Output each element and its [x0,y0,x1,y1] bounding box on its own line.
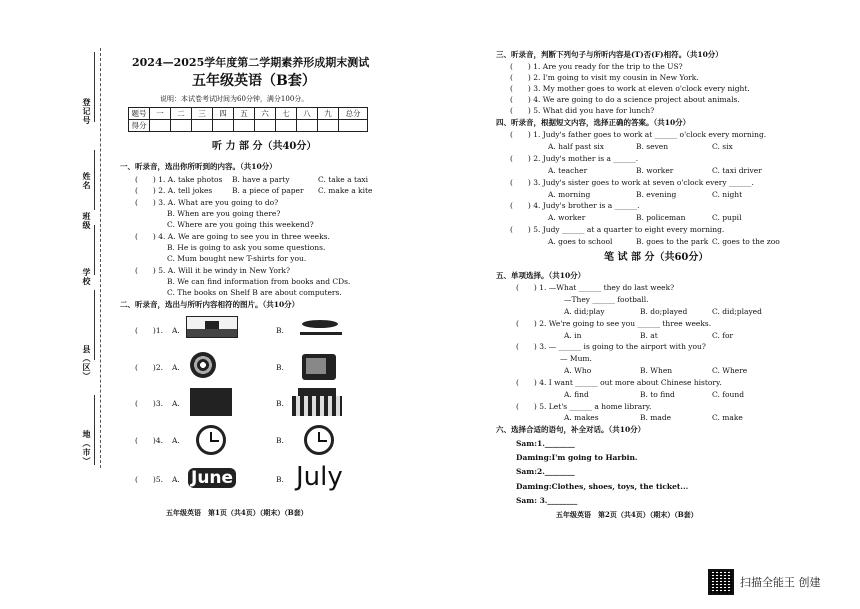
score-table [128,107,368,132]
score-input-cell[interactable] [318,120,339,132]
s5-q2-b: B. at [640,331,658,340]
june-picture: June [188,468,236,488]
s1-q2[interactable]: ( ) 2. A. tell jokes [135,186,213,195]
score-cell: 三 [192,108,213,120]
binding-line-4 [94,290,95,360]
binding-dashed-line [100,48,101,468]
s5-q5-b: B. made [640,413,672,422]
score-cell: 七 [276,108,297,120]
clock-icon [196,425,226,455]
s1-q1-c: C. take a taxi [318,175,369,184]
section4-title: 四、听录音，根据短文内容，选择正确的答案。（共10分） [496,118,691,127]
s5-q1-c: C. did;played [712,307,762,316]
s2-q2-a: A. [172,363,180,372]
exam-title: 2024—2025学年度第二学期素养形成期末测试 [132,56,370,69]
s2-q3[interactable]: ( )3. [135,399,164,408]
s5-q3-line2: — Mum. [560,354,592,363]
s4-q5-a: A. goes to school [548,237,613,246]
s4-q1-a: A. half past six [548,142,605,151]
s4-q4-b: B. policeman [636,213,686,222]
s4-q3-c: C. night [712,190,743,199]
s1-q3[interactable]: ( ) 3. A. What are you going to do? [135,198,279,207]
s5-q1-b: B. do;played [640,307,688,316]
dialog-line-1[interactable]: Sam:1.________ [516,439,575,448]
scanner-watermark: 扫描全能王 创建 [740,576,821,589]
section5-title: 五、单项选择。（共10分） [496,271,586,280]
binding-line-5 [94,395,95,465]
s5-q1-a: A. did;play [564,307,605,316]
s5-q5[interactable]: ( ) 5. Let's ______ a home library. [516,402,652,411]
s5-q2-c: C. for [712,331,734,340]
playground-picture [300,314,342,340]
score-input-cell[interactable] [255,120,276,132]
s4-q3-b: B. evening [636,190,677,199]
footer-left: 五年级英语 第1页（共4页）（期末）（B套） [166,508,308,517]
s1-q5-c: C. The books on Shelf B are about computers. [167,288,342,297]
section3-title: 三、听录音，判断下列句子与所听内容是(T)否(F)相符。（共10分） [496,50,723,59]
score-cell: 一 [150,108,171,120]
s5-q4-b: B. to find [640,390,675,399]
s1-q4-b: B. He is going to ask you some questions. [167,243,326,252]
score-cell: 题号 [129,108,150,120]
s4-q5[interactable]: ( ) 5. Judy ______ at a quarter to eight every morning. [510,225,725,234]
binding-label-city: 地（市） [82,430,92,466]
s2-q4-a: A. [172,436,180,445]
s4-q1[interactable]: ( ) 1. Judy's father goes to work at ______ o'clock every morning. [510,130,767,139]
s5-q1-line2: —They ______ football. [564,295,649,304]
tv-icon [302,354,336,380]
binding-label-county: 县（区） [82,345,92,381]
landscape-picture [186,316,238,338]
score-cell: 四 [213,108,234,120]
s4-q5-c: C. goes to the zoo [712,237,780,246]
s1-q3-c: C. Where are you going this weekend? [167,220,314,229]
s2-q1-b: B. [276,326,284,335]
s4-q3[interactable]: ( ) 3. Judy's sister goes to work at seven o'clock every ______. [510,178,754,187]
dialog-line-5[interactable]: Sam: 3.________ [516,496,578,505]
score-cell: 得分 [129,120,150,132]
score-input-cell[interactable] [339,120,368,132]
s1-q1-b: B. have a party [232,175,290,184]
s4-q4[interactable]: ( ) 4. Judy's brother is a ______. [510,201,640,210]
s4-q2-a: A. teacher [548,166,588,175]
s5-q3[interactable]: ( ) 3. — ______ is going to the airport with you? [516,342,706,351]
building-picture [292,388,342,416]
s3-q4[interactable]: ( ) 4. We are going to do a science project about animals. [510,95,740,104]
s4-q2[interactable]: ( ) 2. Judy's mother is a ______. [510,154,639,163]
s5-q5-c: C. make [712,413,743,422]
section2-title: 二、听录音，选出与所听内容相符的图片。（共10分） [120,300,300,309]
s2-q2[interactable]: ( )2. [135,363,164,372]
s5-q2-a: A. in [564,331,582,340]
s2-q5-b: B. [276,475,284,484]
s5-q4[interactable]: ( ) 4. I want ______ out more about Chinese history. [516,378,722,387]
s1-q3-b: B. When are you going there? [167,209,281,218]
score-input-cell[interactable] [171,120,192,132]
binding-line-2 [94,150,95,210]
s1-q4[interactable]: ( ) 4. A. We are going to see you in three weeks. [135,232,330,241]
s5-q3-a: A. Who [564,366,592,375]
s5-q3-c: C. Where [712,366,748,375]
qr-code-icon [708,569,734,595]
s4-q4-c: C. pupil [712,213,742,222]
s5-q3-b: B. When [640,366,673,375]
dialog-line-4: Daming:Clothes, shoes, toys, the ticket... [516,482,689,491]
s4-q3-a: A. morning [548,190,591,199]
s5-q1[interactable]: ( ) 1. —What ______ they do last week? [516,283,675,292]
s1-q2-c: C. make a kite [318,186,373,195]
s2-q1[interactable]: ( )1. [135,326,164,335]
cd-icon [190,352,216,378]
s4-q2-b: B. worker [636,166,674,175]
s4-q5-b: B. goes to the park [636,237,709,246]
binding-label-name: 姓名 [82,172,92,190]
s2-q5[interactable]: ( )5. [135,475,164,484]
score-cell: 八 [297,108,318,120]
s1-q2-b: B. a piece of paper [232,186,304,195]
score-cell: 六 [255,108,276,120]
exam-note: 说明：本试卷考试时间为60分钟，满分100分。 [160,95,309,103]
section6-title: 六、选择合适的语句，补全对话。（共10分） [496,425,646,434]
s1-q5[interactable]: ( ) 5. A. Will it be windy in New York? [135,266,290,275]
score-row-values [129,120,368,132]
binding-line-3 [94,225,95,275]
s2-q5-a: A. [172,475,180,484]
clock-icon [304,425,334,455]
s1-q1[interactable]: ( ) 1. A. take photos [135,175,223,184]
s5-q4-a: A. find [564,390,589,399]
s4-q2-c: C. taxi driver [712,166,762,175]
s3-q5[interactable]: ( ) 5. What did you have for lunch? [510,106,655,115]
score-input-cell[interactable] [192,120,213,132]
july-picture: July [296,462,343,492]
s3-q3[interactable]: ( ) 3. My mother goes to work at eleven o'clock every night. [510,84,750,93]
binding-label-class: 班级 [82,212,92,230]
listening-heading: 听 力 部 分（共40分） [212,141,317,152]
score-input-cell[interactable] [276,120,297,132]
score-input-cell[interactable] [297,120,318,132]
score-cell: 二 [171,108,192,120]
s2-q4-b: B. [276,436,284,445]
s2-q4[interactable]: ( )4. [135,436,164,445]
written-heading: 笔 试 部 分（共60分） [604,252,709,263]
s2-q3-a: A. [172,399,180,408]
s1-q5-b: B. We can find information from books and CDs. [167,277,351,286]
dialog-line-2: Daming:I'm going to Harbin. [516,453,638,462]
s4-q4-a: A. worker [548,213,586,222]
score-input-cell[interactable] [234,120,255,132]
exam-subtitle: 五年级英语（B套） [192,73,316,89]
s4-q1-c: C. six [712,142,733,151]
s2-q1-a: A. [172,326,180,335]
binding-label-school: 学校 [82,268,92,286]
score-input-cell[interactable] [150,120,171,132]
score-cell: 总分 [339,108,368,120]
score-cell: 五 [234,108,255,120]
s3-q1[interactable]: ( ) 1. Are you ready for the trip to the US? [510,62,683,71]
night-picture [190,388,232,416]
s3-q2[interactable]: ( ) 2. I'm going to visit my cousin in New York. [510,73,699,82]
score-input-cell[interactable] [213,120,234,132]
score-cell: 九 [318,108,339,120]
binding-label-id: 登记号 [82,98,92,125]
s1-q4-c: C. Mum bought new T-shirts for you. [167,254,307,263]
s2-q2-b: B. [276,363,284,372]
s5-q2[interactable]: ( ) 2. We're going to see you ______ three weeks. [516,319,712,328]
section1-title: 一、听录音，选出你所听到的内容。（共10分） [120,162,277,171]
s5-q4-c: C. found [712,390,744,399]
binding-line-1 [94,52,95,122]
footer-right: 五年级英语 第2页（共4页）（期末）（B套） [556,510,698,519]
dialog-line-3[interactable]: Sam:2.________ [516,467,575,476]
s2-q3-b: B. [276,399,284,408]
s5-q5-a: A. makes [564,413,599,422]
s4-q1-b: B. seven [636,142,669,151]
score-row-header [129,108,368,120]
